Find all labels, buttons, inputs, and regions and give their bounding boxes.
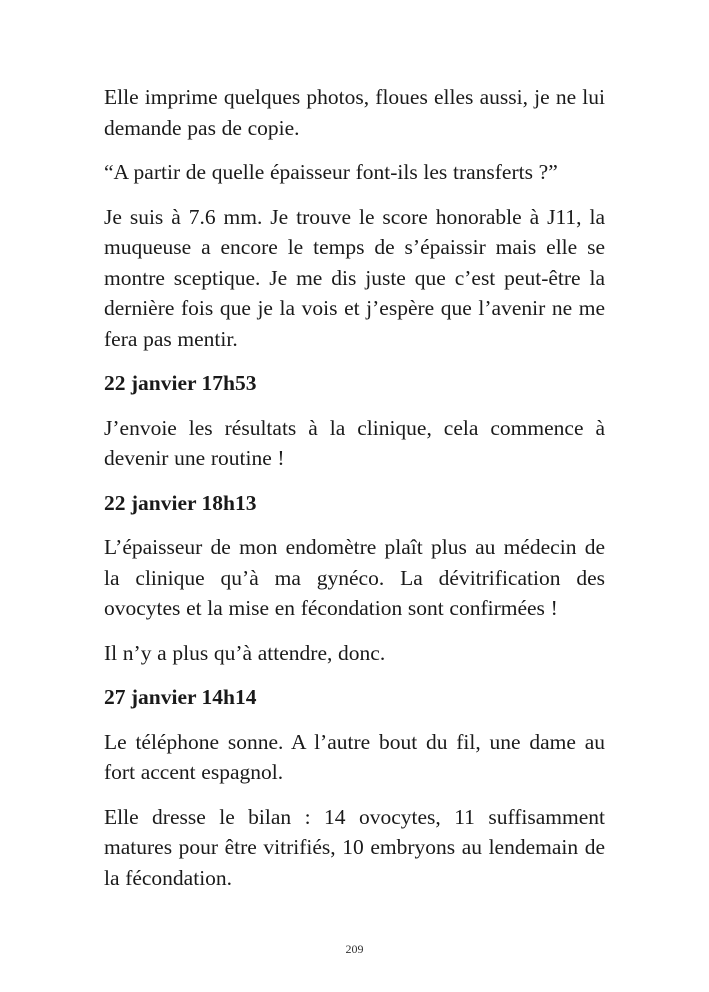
page-number: 209 [345, 942, 364, 956]
paragraph: J’envoie les résultats à la clinique, cela commence à devenir une routine ! [104, 415, 605, 470]
paragraph: Le téléphone sonne. A l’autre bout du fil, une dame au fort accent espagnol. [104, 729, 605, 784]
date-heading: 22 janvier 18h13 [104, 490, 257, 515]
date-heading: 27 janvier 14h14 [104, 685, 257, 709]
paragraph: Je suis à 7.6 mm. Je trouve le score honorable à J11, la muqueuse a encore le temps de s’épaissir mais elle se montre sceptique. Je me dis juste que c’est peut-être la dernière fois que je la vois et j’espère que l’avenir ne me fera pas mentir. [104, 204, 605, 351]
page-body [104, 82, 605, 907]
paragraph: Il n’y a plus qu’à attendre, donc. [104, 640, 386, 665]
date-heading: 22 janvier 17h53 [104, 371, 257, 395]
paragraph: L’épaisseur de mon endomètre plaît plus au médecin de la clinique qu’à ma gynéco. La dévitrification des ovocytes et la mise en fécondation sont confirmées ! [104, 535, 605, 620]
paragraph: “A partir de quelle épaisseur font-ils les transferts ?” [104, 160, 558, 184]
paragraph: Elle imprime quelques photos, floues elles aussi, je ne lui demande pas de copie. [104, 85, 605, 140]
paragraph: Elle dresse le bilan : 14 ovocytes, 11 suffisamment matures pour être vitrifiés, 10 embryons au lendemain de la fécondation. [104, 804, 605, 890]
